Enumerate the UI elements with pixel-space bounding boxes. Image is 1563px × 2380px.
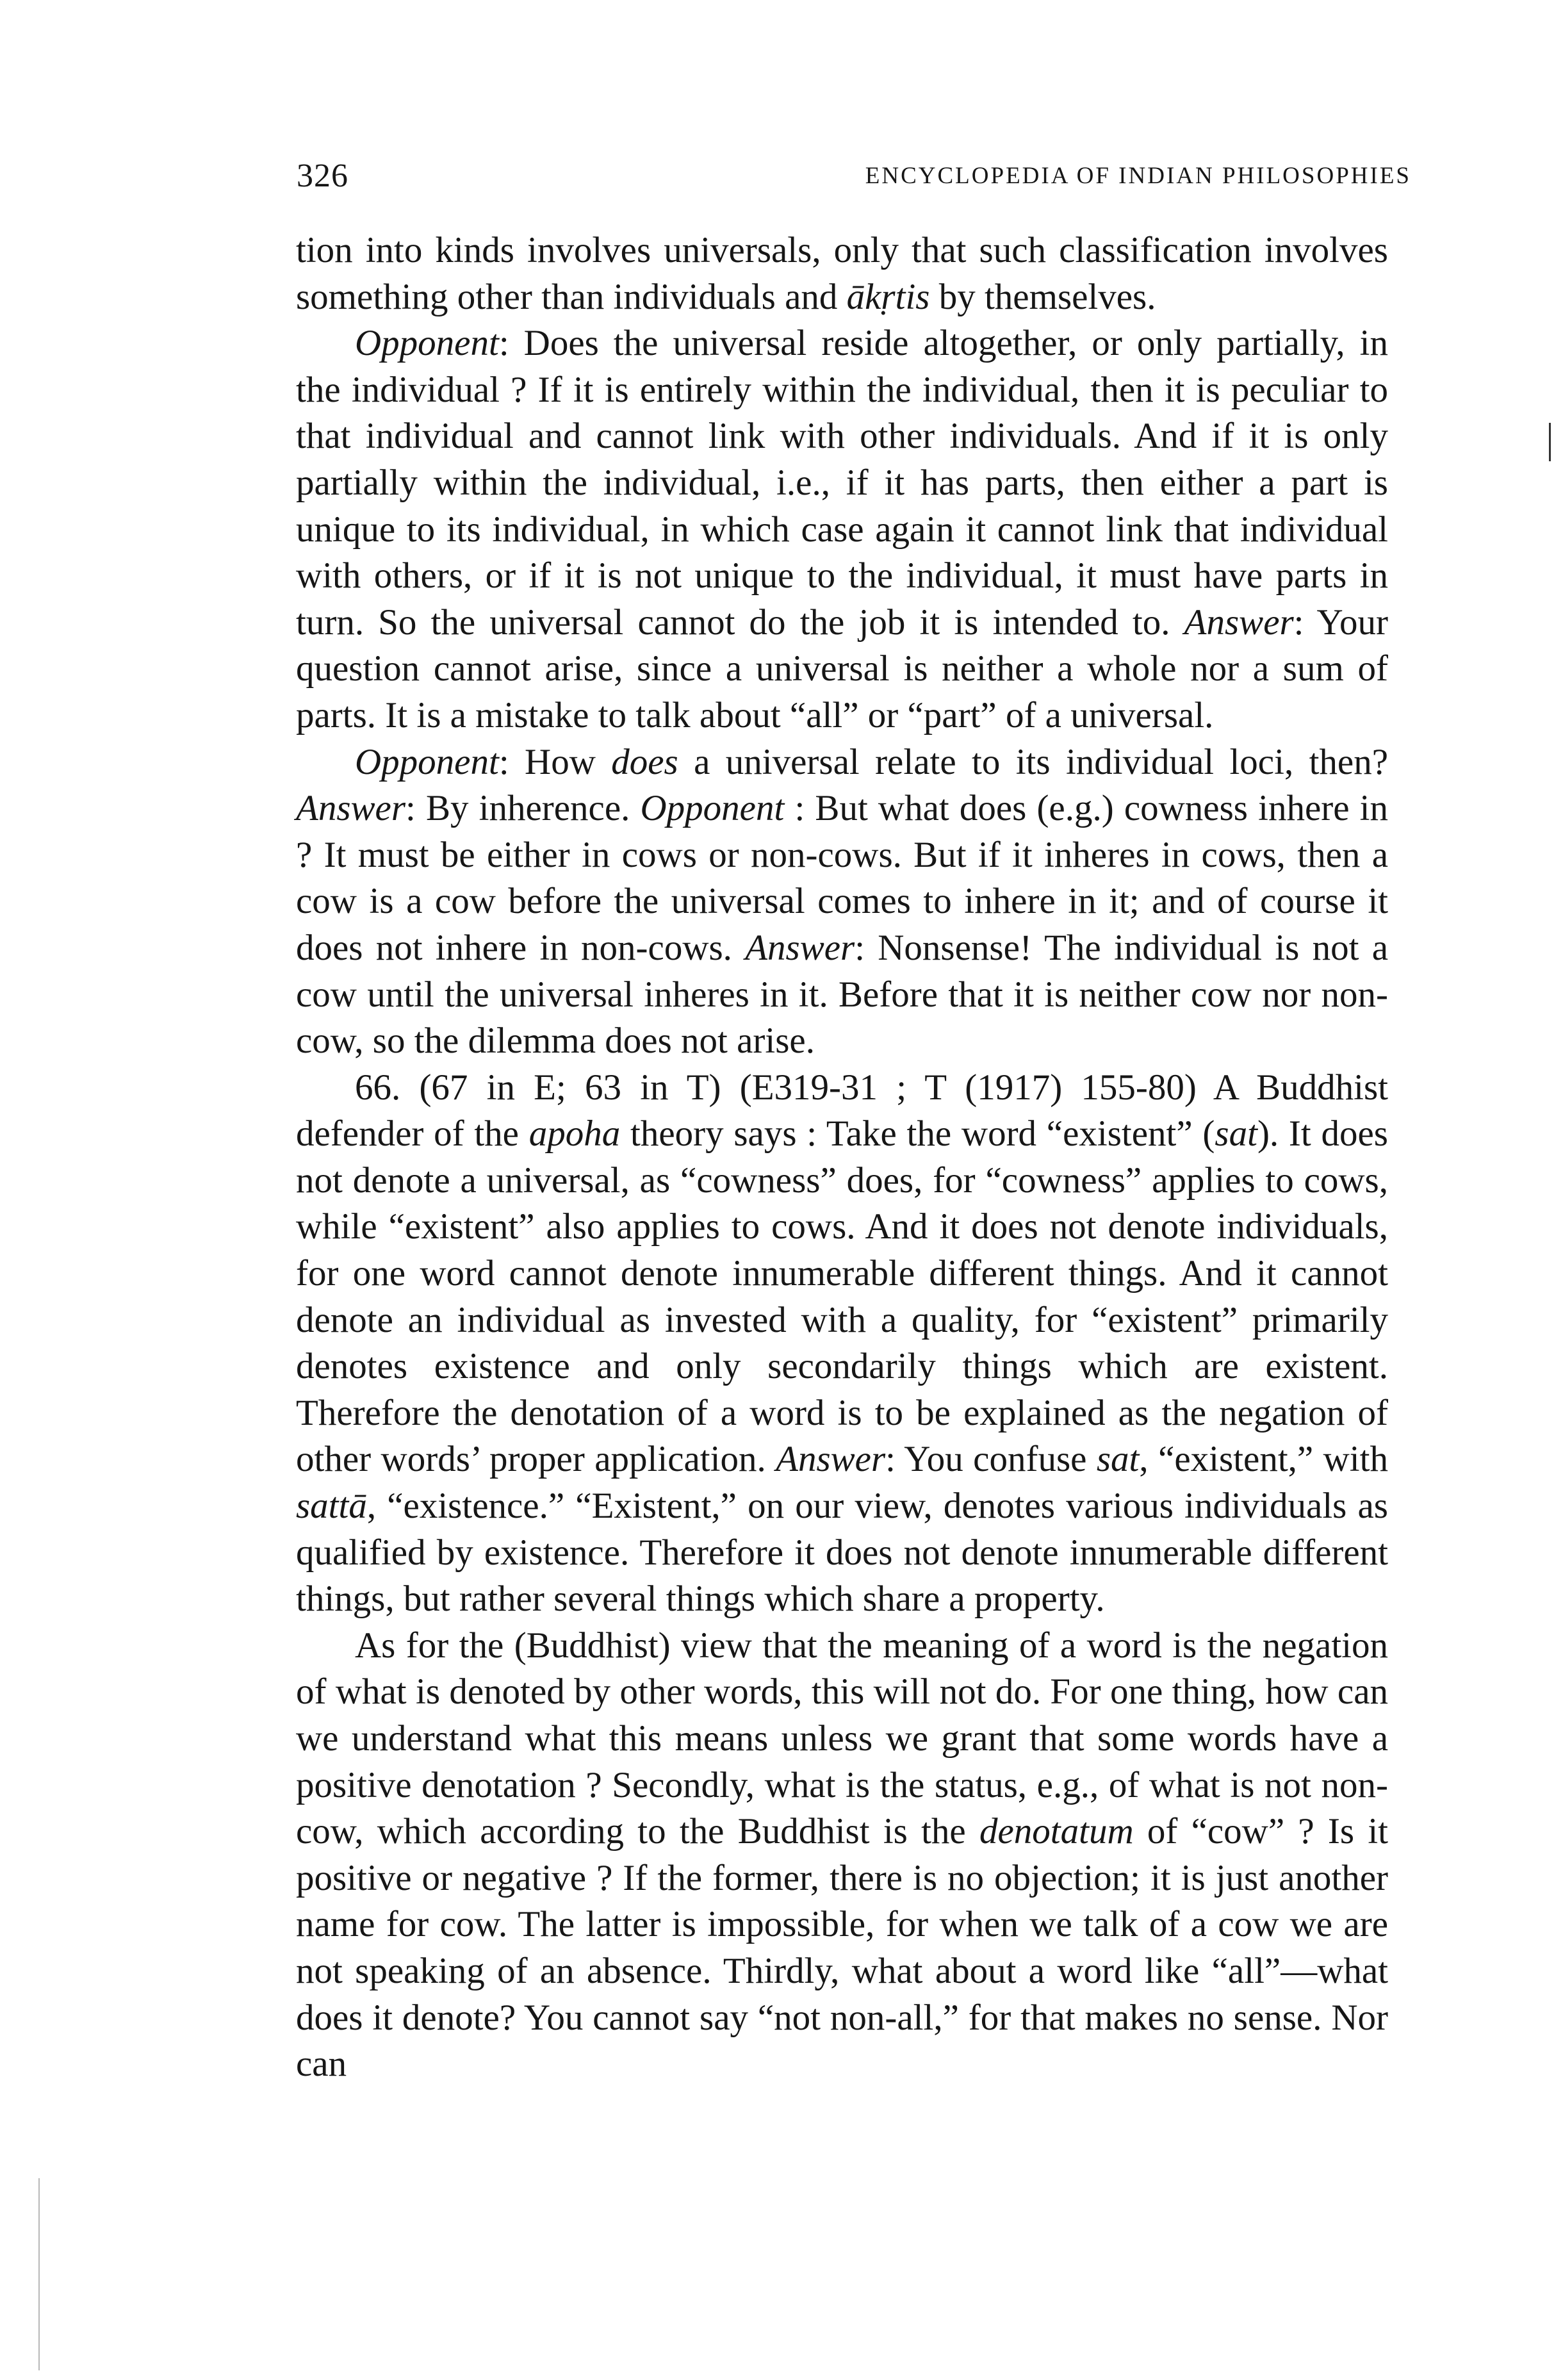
paragraph	[296, 320, 1388, 739]
text-run: 66. (67 in E; 63 in T) (E319-31 ; T (1917) 155-80) A Buddhist defender of the	[296, 1067, 1388, 1154]
paragraph	[296, 227, 1388, 320]
italic-term: sattā	[296, 1486, 367, 1527]
italic-term: sat	[1096, 1439, 1140, 1480]
italic-term: Opponent	[355, 323, 499, 364]
text-run: ). It does not denote a universal, as “cowness” does, for “cowness” applies to cows, while “existent” also applies to cows. And it does not denote individuals, for one word cannot denote innumerable different things. And it cannot denote an individual as invested with a quality, for “existent” primarily denotes existence and only secondarily things which are existent. Therefore the denotation of a word is to be explained as the negation of other words’ proper application.	[296, 1113, 1388, 1480]
text-run: : Does the universal reside altogether, or only partially, in the individual ? If it is entirely within the individual, then it is peculiar to that individual and cannot link with other individuals. And if it is only partially within the individual, i.e., if it has parts, then either a part is unique to its individual, in which case again it cannot link that individual with others, or if it is not unique to the individual, it must have parts in turn. So the universal cannot do the job it is intended to.	[296, 323, 1388, 643]
scan-edge-mark	[1549, 423, 1551, 461]
text-run: theory says : Take the word “existent” (	[620, 1113, 1215, 1154]
text-run: : But what does (e.g.) cowness inhere in ? It must be either in cows or non-cows. But if it inheres in cows, then a cow is a cow before the universal comes to inhere in it; and of course it does not inhere in non-cows.	[296, 788, 1388, 968]
text-run: : By inherence.	[405, 788, 641, 829]
text-run: As for the (Buddhist) view that the meaning of a word is the negation of what is denoted by other words, this will not do. For one thing, how can we understand what this means unless we grant that some words have a positive denotation ? Secondly, what is the status, e.g., of what is not non-cow, which according to the Buddhist is the	[296, 1625, 1388, 1852]
text-run: , “existence.” “Existent,” on our view, denotes various individuals as qualified by existence. Therefore it does not denote innumerable different things, but rather several things which share a property.	[296, 1486, 1388, 1620]
page-header	[297, 147, 1411, 205]
italic-term: sat	[1215, 1113, 1257, 1154]
paragraph	[296, 1065, 1388, 1623]
italic-term: Answer	[296, 788, 405, 829]
text-run: : How	[498, 741, 612, 782]
page-number: 326	[297, 158, 348, 194]
italic-term: ākṛtis	[846, 276, 930, 317]
italic-term: Answer	[1184, 602, 1294, 643]
text-run: , “existent,” with	[1139, 1439, 1388, 1480]
text-run: tion into kinds involves universals, only that such classification involves something other than individuals and	[296, 230, 1388, 317]
text-run: : You confuse	[885, 1439, 1097, 1480]
text-run: : Nonsense! The individual is not a cow until the universal inheres in it. Before that it is neither cow nor non-cow, so the dilemma does not arise.	[296, 927, 1388, 1062]
text-run: a universal relate to its individual loci, then?	[678, 741, 1388, 782]
scan-edge-mark	[38, 2178, 40, 2370]
italic-term: Opponent	[355, 741, 499, 782]
italic-term: apoha	[528, 1113, 621, 1154]
italic-term: does	[611, 741, 678, 782]
text-run: of “cow” ? Is it positive or negative ? If the former, there is no objection; it is just another name for cow. The latter is impossible, for when we talk of a cow we are not speaking of an absence. Thirdly, what about a word like “all”—what does it denote? You cannot say “not non-all,” for that makes no sense. Nor can	[296, 1811, 1388, 2085]
italic-term: Opponent	[640, 788, 785, 829]
paragraph	[296, 1623, 1388, 2088]
running-head: ENCYCLOPEDIA OF INDIAN PHILOSOPHIES	[865, 163, 1411, 189]
italic-term: Answer	[745, 927, 855, 968]
italic-term: denotatum	[979, 1811, 1134, 1852]
body-text	[296, 227, 1388, 2088]
italic-term: Answer	[776, 1439, 886, 1480]
text-run: : Your question cannot arise, since a universal is neither a whole nor a sum of parts. It is a mistake to talk about “all” or “part” of a universal.	[296, 602, 1388, 735]
text-run: by themselves.	[929, 276, 1156, 317]
paragraph	[296, 739, 1388, 1065]
